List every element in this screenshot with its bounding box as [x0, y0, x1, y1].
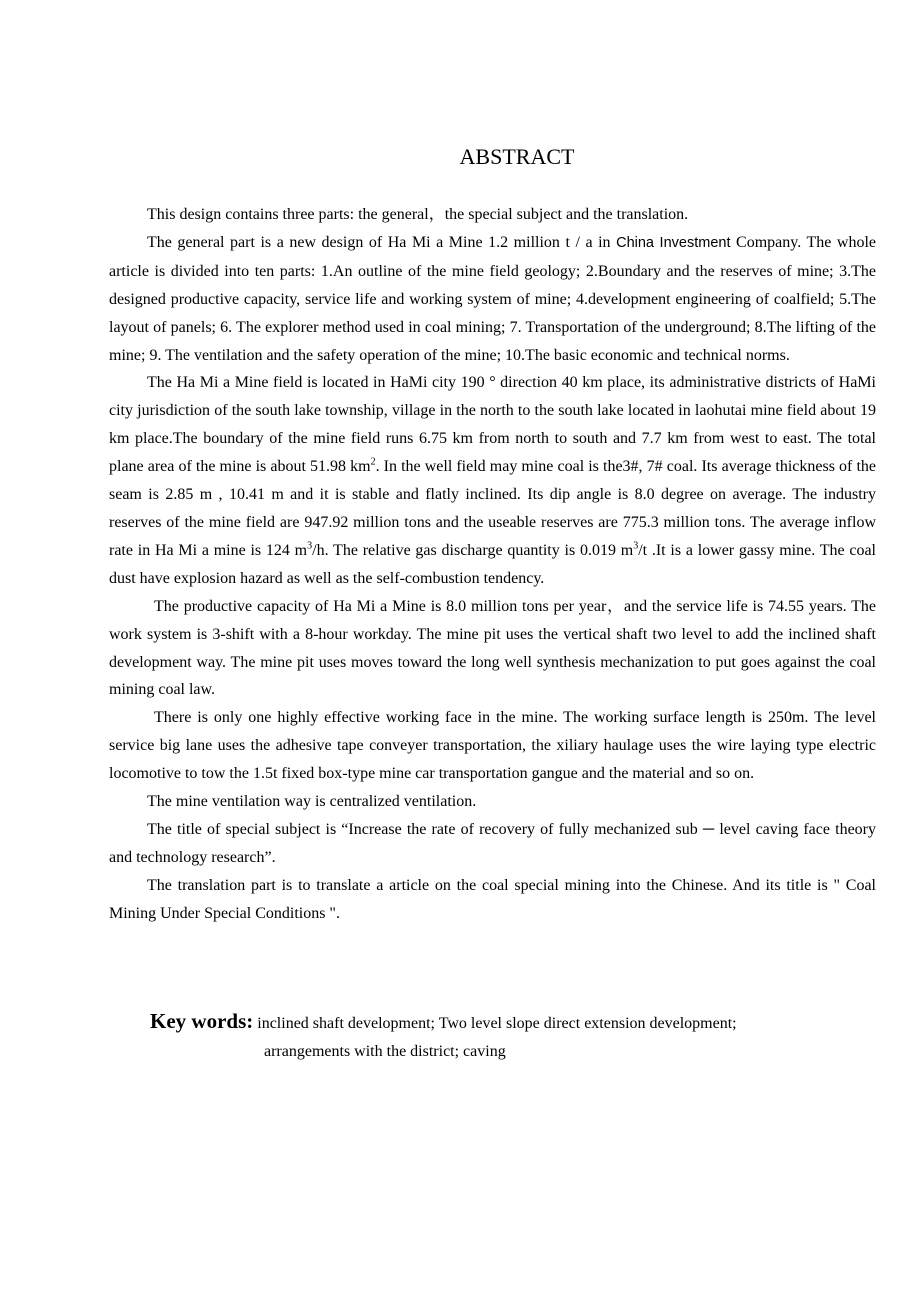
abstract-body: [109, 201, 876, 928]
mine-field-text-a: The Ha Mi a Mine field is located in HaMi city 190 ° direction 40 km place, its administrative districts of HaMi city jurisdiction of the south lake township, village in the north to the south lake located in laohutai mine field about 19 km place.The boundary of the mine field runs 6.75 km from north to south and 7.7 km from west to east. The total plane area of the mine is about 51.98 km: [109, 374, 876, 476]
paragraph-overview: This design contains three parts: the general，the special subject and the translation.: [147, 206, 689, 223]
keywords-line-2: arrangements with the district; caving: [264, 1042, 506, 1060]
mine-field-text-d: /t .It is a lower gassy mine. The coal dust have explosion hazard as well as the self-combustion tendency.: [109, 541, 876, 587]
mine-field-text-b: . In the well field may mine coal is the3#, 7# coal. Its average thickness of the seam is 2.85 m , 10.41 m and it is stable and flatly inclined. Its dip angle is 8.0 degree on average. The industry reserves of the mine field are 947.92 million tons and the useable reserves are 775.3 million tons. The average inflow rate in Ha Mi a mine is 124 m: [109, 458, 877, 559]
general-part-text-b: Company. The whole article is divided into ten parts: 1.An outline of the mine field geology; 2.Boundary and the reserves of mine; 3.The designed productive capacity, service life and working system of mine; 4.development engineering of coalfield; 5.The layout of panels; 6. The explorer method used in coal mining; 7. Transportation of the underground; 8.The lifting of the mine; 9. The ventilation and the safety operation of the mine; 10.The basic economic and technical norms.: [109, 233, 876, 364]
paragraph-capacity: The productive capacity of Ha Mi a Mine is 8.0 million tons per year，and the service life is 74.55 years. The work system is 3-shift with a 8-hour workday. The mine pit uses the vertical shaft two level to add the inclined shaft development way. The mine pit uses moves toward the long well synthesis mechanization to put goes against the coal mining coal law.: [109, 597, 876, 699]
keywords-text-1: inclined shaft development; Two level slope direct extension development;: [253, 1015, 737, 1032]
superscript-inflow: 3: [307, 540, 313, 552]
page-title: ABSTRACT: [459, 144, 575, 169]
keywords-block: [150, 1008, 870, 1066]
paragraph-mine-field: [109, 369, 876, 592]
general-part-text-a: The general part is a new design of Ha Mi a Mine 1.2 million t / a in: [147, 233, 617, 251]
keywords-line-1: [150, 1008, 870, 1038]
keywords-label: Key words:: [150, 1009, 254, 1033]
superscript-area: 2: [370, 456, 376, 468]
paragraph-general-part: [109, 229, 876, 370]
paragraph-special-subject: The title of special subject is “Increase the rate of recovery of fully mechanized sub ─ level caving face theory and technology research”.: [109, 820, 876, 866]
paragraph-working-face: There is only one highly effective working face in the mine. The working surface length is 250m. The level service big lane uses the adhesive tape conveyer transportation, the xiliary haulage uses the wire laying type electric locomotive to tow the 1.5t fixed box-type mine car transportation gangue and the material and so on.: [109, 709, 876, 783]
mine-field-text-c: /h. The relative gas discharge quantity is 0.019 m: [312, 541, 634, 559]
company-name: China Investment: [616, 234, 731, 251]
paragraph-translation: The translation part is to translate a article on the coal special mining into the Chinese. And its title is " Coal Mining Under Special Conditions ".: [109, 876, 876, 922]
paragraph-ventilation: The mine ventilation way is centralized ventilation.: [147, 793, 477, 811]
superscript-gas: 3: [633, 540, 639, 552]
